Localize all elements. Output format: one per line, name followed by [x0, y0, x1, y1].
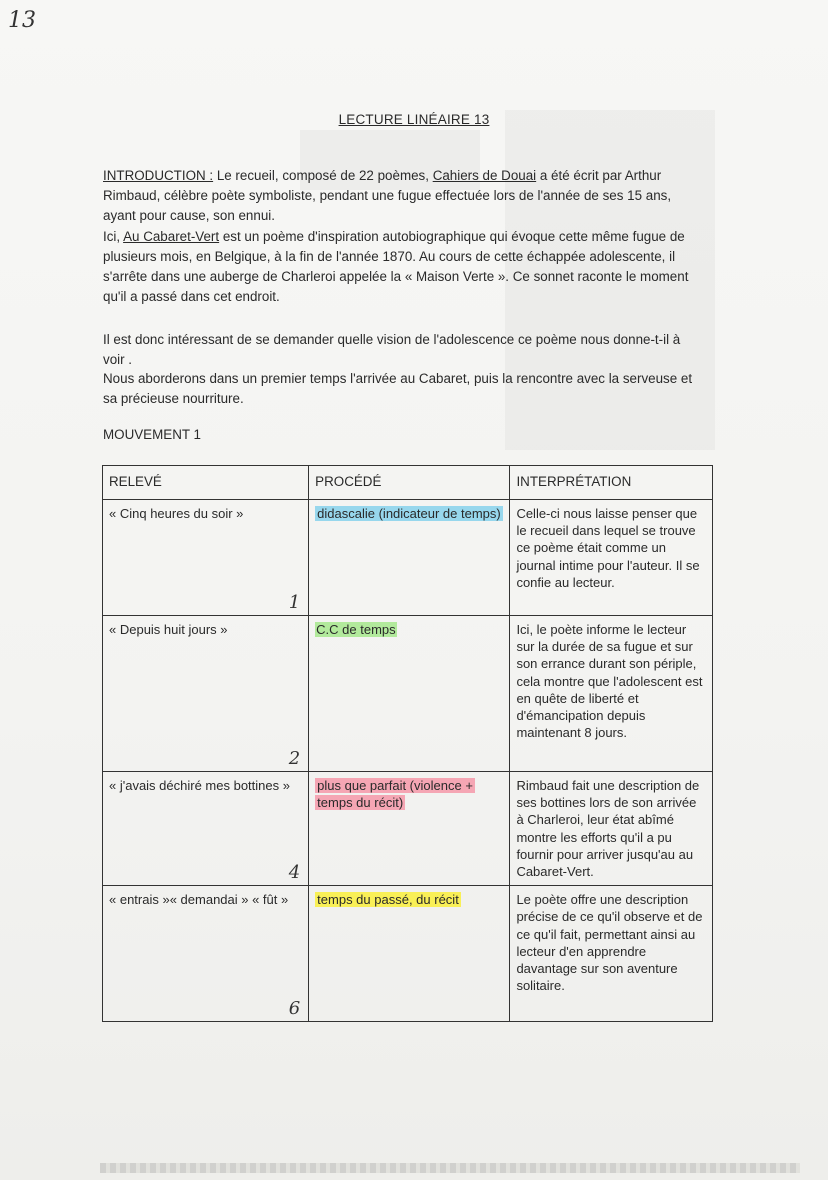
procede-cell	[309, 500, 510, 616]
analysis-table	[102, 465, 713, 1022]
releve-cell	[103, 772, 309, 886]
intro-text: a été écrit par Arthur Rimbaud, célèbre poète symboliste, pendant une fugue effectuée lors de l'année de ses 15 ans, ayant pour cause, son ennui.	[103, 168, 672, 224]
handwritten-page-number: 13	[8, 8, 36, 33]
procede-cell	[309, 616, 510, 772]
table-row	[103, 772, 713, 886]
table-row	[103, 886, 713, 1022]
releve-text: « Cinq heures du soir »	[109, 506, 244, 521]
page-title: LECTURE LINÉAIRE 13	[338, 112, 490, 127]
verse-number: 1	[288, 591, 301, 613]
poem-title: Au Cabaret-Vert	[123, 228, 220, 244]
interpretation-cell: Le poète offre une description précise de ce qu'il observe et de ce qu'il fait, permettant ainsi au lecteur d'en apprendre davantage sur son aventure solitaire.	[510, 886, 713, 1022]
column-header: RELEVÉ	[103, 466, 309, 500]
releve-text: « Depuis huit jours »	[109, 622, 228, 637]
releve-text: « entrais »« demandai » « fût »	[109, 892, 289, 908]
interpretation-cell: Celle-ci nous laisse penser que le recueil dans lequel se trouve ce poème était comme un journal intime pour l'auteur. Il se confie au lecteur.	[510, 500, 713, 616]
interpretation-cell: Rimbaud fait une description de ses bottines lors de son arrivée à Charleroi, leur état abîmé montre les efforts qu'il a pu fournir pour arriver jusqu'au au Cabaret-Vert.	[510, 772, 713, 886]
releve-text: « j'avais déchiré mes bottines »	[109, 778, 290, 793]
interpretation-cell: Ici, le poète informe le lecteur sur la durée de sa fugue et sur son errance durant son périple, cela montre que l'adolescent est en quête de liberté et d'émancipation depuis maintenant 8 jours.	[510, 616, 713, 772]
problematique-and-plan	[103, 330, 703, 408]
highlighted-procede: C.C de temps	[316, 622, 396, 637]
introduction-label: INTRODUCTION :	[103, 168, 214, 183]
work-title: Cahiers de Douai	[432, 168, 537, 183]
releve-cell	[103, 616, 309, 772]
highlighted-procede: didascalie (indicateur de temps)	[317, 506, 501, 521]
column-header: PROCÉDÉ	[309, 466, 510, 500]
plan: Nous aborderons dans un premier temps l'arrivée au Cabaret, puis la rencontre avec la serveuse et sa précieuse nourriture.	[103, 371, 693, 406]
procede-cell	[309, 886, 510, 1022]
table-row	[103, 500, 713, 616]
introduction	[103, 166, 703, 307]
verse-number: 6	[288, 998, 301, 1020]
procede-cell	[309, 772, 510, 886]
verse-number: 2	[288, 747, 301, 769]
intro-text: Le recueil, composé de 22 poèmes,	[213, 168, 433, 183]
column-header: INTERPRÉTATION	[510, 466, 713, 500]
table-header-row	[103, 466, 713, 500]
intro-text: est un poème d'inspiration autobiographique qui évoque cette même fugue de plusieurs mois, en Belgique, à la fin de l'année 1870. Au cours de cette échappée adolescente, il s'arrête dans une auberge de Charleroi appelée la « Maison Verte ». Ce sonnet raconte le moment qu'il a passé dans cet endroit.	[103, 228, 689, 305]
intro-text: Ici,	[103, 228, 124, 244]
verse-number: 4	[288, 862, 301, 884]
releve-cell	[103, 886, 309, 1022]
releve-cell	[103, 500, 309, 616]
highlighted-procede: temps du passé, du récit	[317, 892, 459, 908]
movement-heading: MOUVEMENT 1	[103, 427, 201, 442]
problematique: Il est donc intéressant de se demander quelle vision de l'adolescence ce poème nous donne-t-il à voir .	[103, 332, 681, 367]
sheet-protector-edge	[100, 1163, 800, 1173]
highlighted-procede: plus que parfait (violence + temps du récit)	[317, 778, 473, 811]
table-row	[103, 616, 713, 772]
